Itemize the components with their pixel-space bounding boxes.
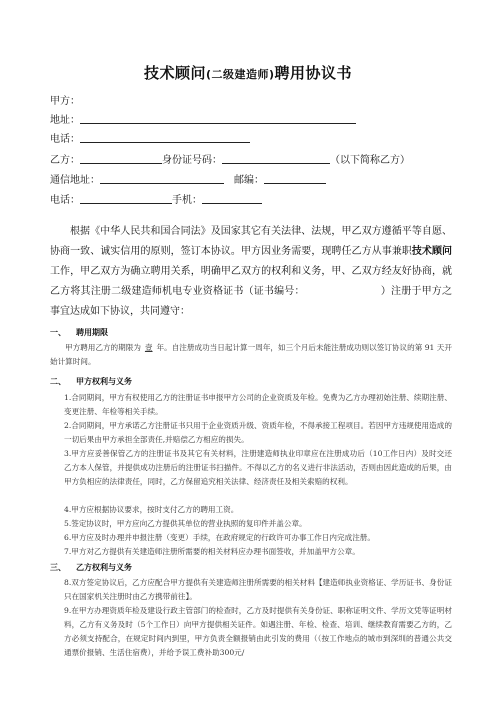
term-text-b: 年。自注册成功当日起计算一周年，如三个月后未能注册成功则以签订协议的第 91 天开始计算时间。 — [50, 343, 452, 366]
list-item: 1.合同期间，甲方有权使用乙方的注册证书申报甲方公司的企业资质及年检。免费为乙方办理初始注册、续期注册、变更注册、年检等相关手续。 — [64, 393, 452, 416]
list-item: 6.甲方应及时办理并申报注册（变更）手续，在政府规定的行政许可办事工作日内完成注册。 — [64, 533, 375, 542]
party-a-phone-field[interactable] — [80, 132, 250, 143]
section-number: 三、 — [50, 563, 66, 572]
party-a-phone-line — [50, 130, 250, 145]
term-years: 壹 — [144, 343, 153, 352]
party-b-postcode-label: 邮编： — [234, 175, 264, 186]
list-item: 4.甲方应根据协议要求，按时支付乙方的聘用工资。 — [64, 505, 239, 514]
party-b-line — [50, 151, 410, 166]
section-heading-3 — [50, 562, 132, 573]
list-item: 7.甲方对乙方提供有关建造师注册所需要的相关材料应办理书面签收，并加盖甲方公章。 — [64, 547, 360, 556]
list-item: 8.双方签定协议后，乙方应配合甲方提供有关建造师注册所需要的相关材料【建造师执业资格证、学历证书、身份证只在国家机关注册时由乙方携带前往】。 — [64, 578, 452, 601]
section-title: 甲方权利与义务 — [76, 377, 132, 386]
party-a-phone-label: 电话： — [50, 134, 80, 145]
party-b-short-name: （以下简称乙方） — [330, 155, 410, 166]
term-text-a: 甲方聘用乙方的期限为 — [65, 343, 141, 352]
party-b-address-line — [50, 171, 326, 186]
title-main-a: 技术顾问 — [143, 64, 206, 82]
party-b-id-label: 身份证号码： — [162, 155, 222, 166]
party-a-address-field[interactable] — [80, 113, 356, 124]
list-item: 5.签定协议时，甲方应向乙方提供其单位的营业执照的复印件并盖公章。 — [64, 519, 307, 528]
party-b-postcode-field[interactable] — [264, 173, 326, 184]
party-b-label: 乙方： — [50, 155, 80, 166]
party-a-address-line — [50, 111, 356, 126]
section-title: 聘用期限 — [76, 328, 108, 337]
list-item: 2.合同期间，甲方承诺乙方注册证书只用于企业资质升级、资质年检，不得承接工程项目。若因甲方违规使用造成的一切后果由甲方承担全部责任,并赔偿乙方相应的损失。 — [64, 421, 452, 444]
list-item: 3.甲方应妥善保管乙方的注册证书及其它有关材料，注册建造师执业印章应在注册成功后（10工作日内）及时交还乙方本人保管，并提供成功注册后的注册证书扫描件。不得以乙方的名义进行非法活动，否则由因此造成的后果，由甲方负相应的法律责任，同时，乙方保留追究相关法律、经济责任及相关索赔的权利。 — [64, 449, 452, 486]
party-b-phone-field[interactable] — [80, 193, 172, 204]
party-b-address-label: 通信地址： — [50, 175, 100, 186]
party-a-label: 甲方： — [50, 96, 80, 107]
section-title: 乙方权利与义务 — [76, 563, 132, 572]
party-a-address-label: 地址： — [50, 115, 80, 126]
term-paragraph — [50, 341, 454, 369]
party-b-phone-line — [50, 191, 262, 206]
party-b-mobile-field[interactable] — [202, 193, 262, 204]
intro-paragraph — [50, 222, 452, 322]
party-b-address-field[interactable] — [100, 173, 224, 184]
title-paren: (二级建造师) — [205, 68, 275, 81]
intro-bold: 技术顾问 — [411, 246, 453, 257]
party-b-mobile-label: 手机： — [172, 195, 202, 206]
section-number: 二、 — [50, 377, 66, 386]
intro-part2: 工作，甲乙双方为确立聘用关系，明确甲乙双方的权利和义务，甲、乙双方经友好协商，就乙方将其注册二级建造师机电专业资格证书（证书编号： — [50, 266, 452, 297]
list-item: 9.在甲方办理资质年检及建设行政主管部门的检查时，乙方及时提供有关身份证、职称证明文件、学历文凭等证明材料，乙方有义务及时（5个工作日）向甲方提供相关证件。如遇注册、年检、检查、培训、继续教育需要乙方的，乙方必须支持配合，在规定时间内到里，甲方负责全额报销由此引发的费用（（按工作地点的城市到深圳的普通公共交通票价报销、生活住宿费），并给予误工费补助300元/ — [64, 606, 452, 657]
party-b-id-field[interactable] — [222, 153, 330, 164]
party-a-line — [50, 92, 80, 107]
intro-part3: ）注册于甲方之事宜达成如下协议，共同遵守： — [50, 286, 452, 317]
section-heading-1 — [50, 327, 108, 338]
intro-part1: 根据《中华人民共和国合同法》及国家其它有关法律、法规，甲乙双方遵循平等自愿、协商一致、诚实信用的原则，签订本协议。甲方因业务需要，现聘任乙方从事兼职 — [50, 226, 452, 257]
party-b-phone-label: 电话： — [50, 195, 80, 206]
section-number: 一、 — [50, 328, 66, 337]
title-main-b: 聘用协议书 — [274, 64, 353, 82]
section-heading-2 — [50, 376, 132, 387]
party-b-name-field[interactable] — [80, 153, 162, 164]
page-title — [0, 62, 496, 83]
